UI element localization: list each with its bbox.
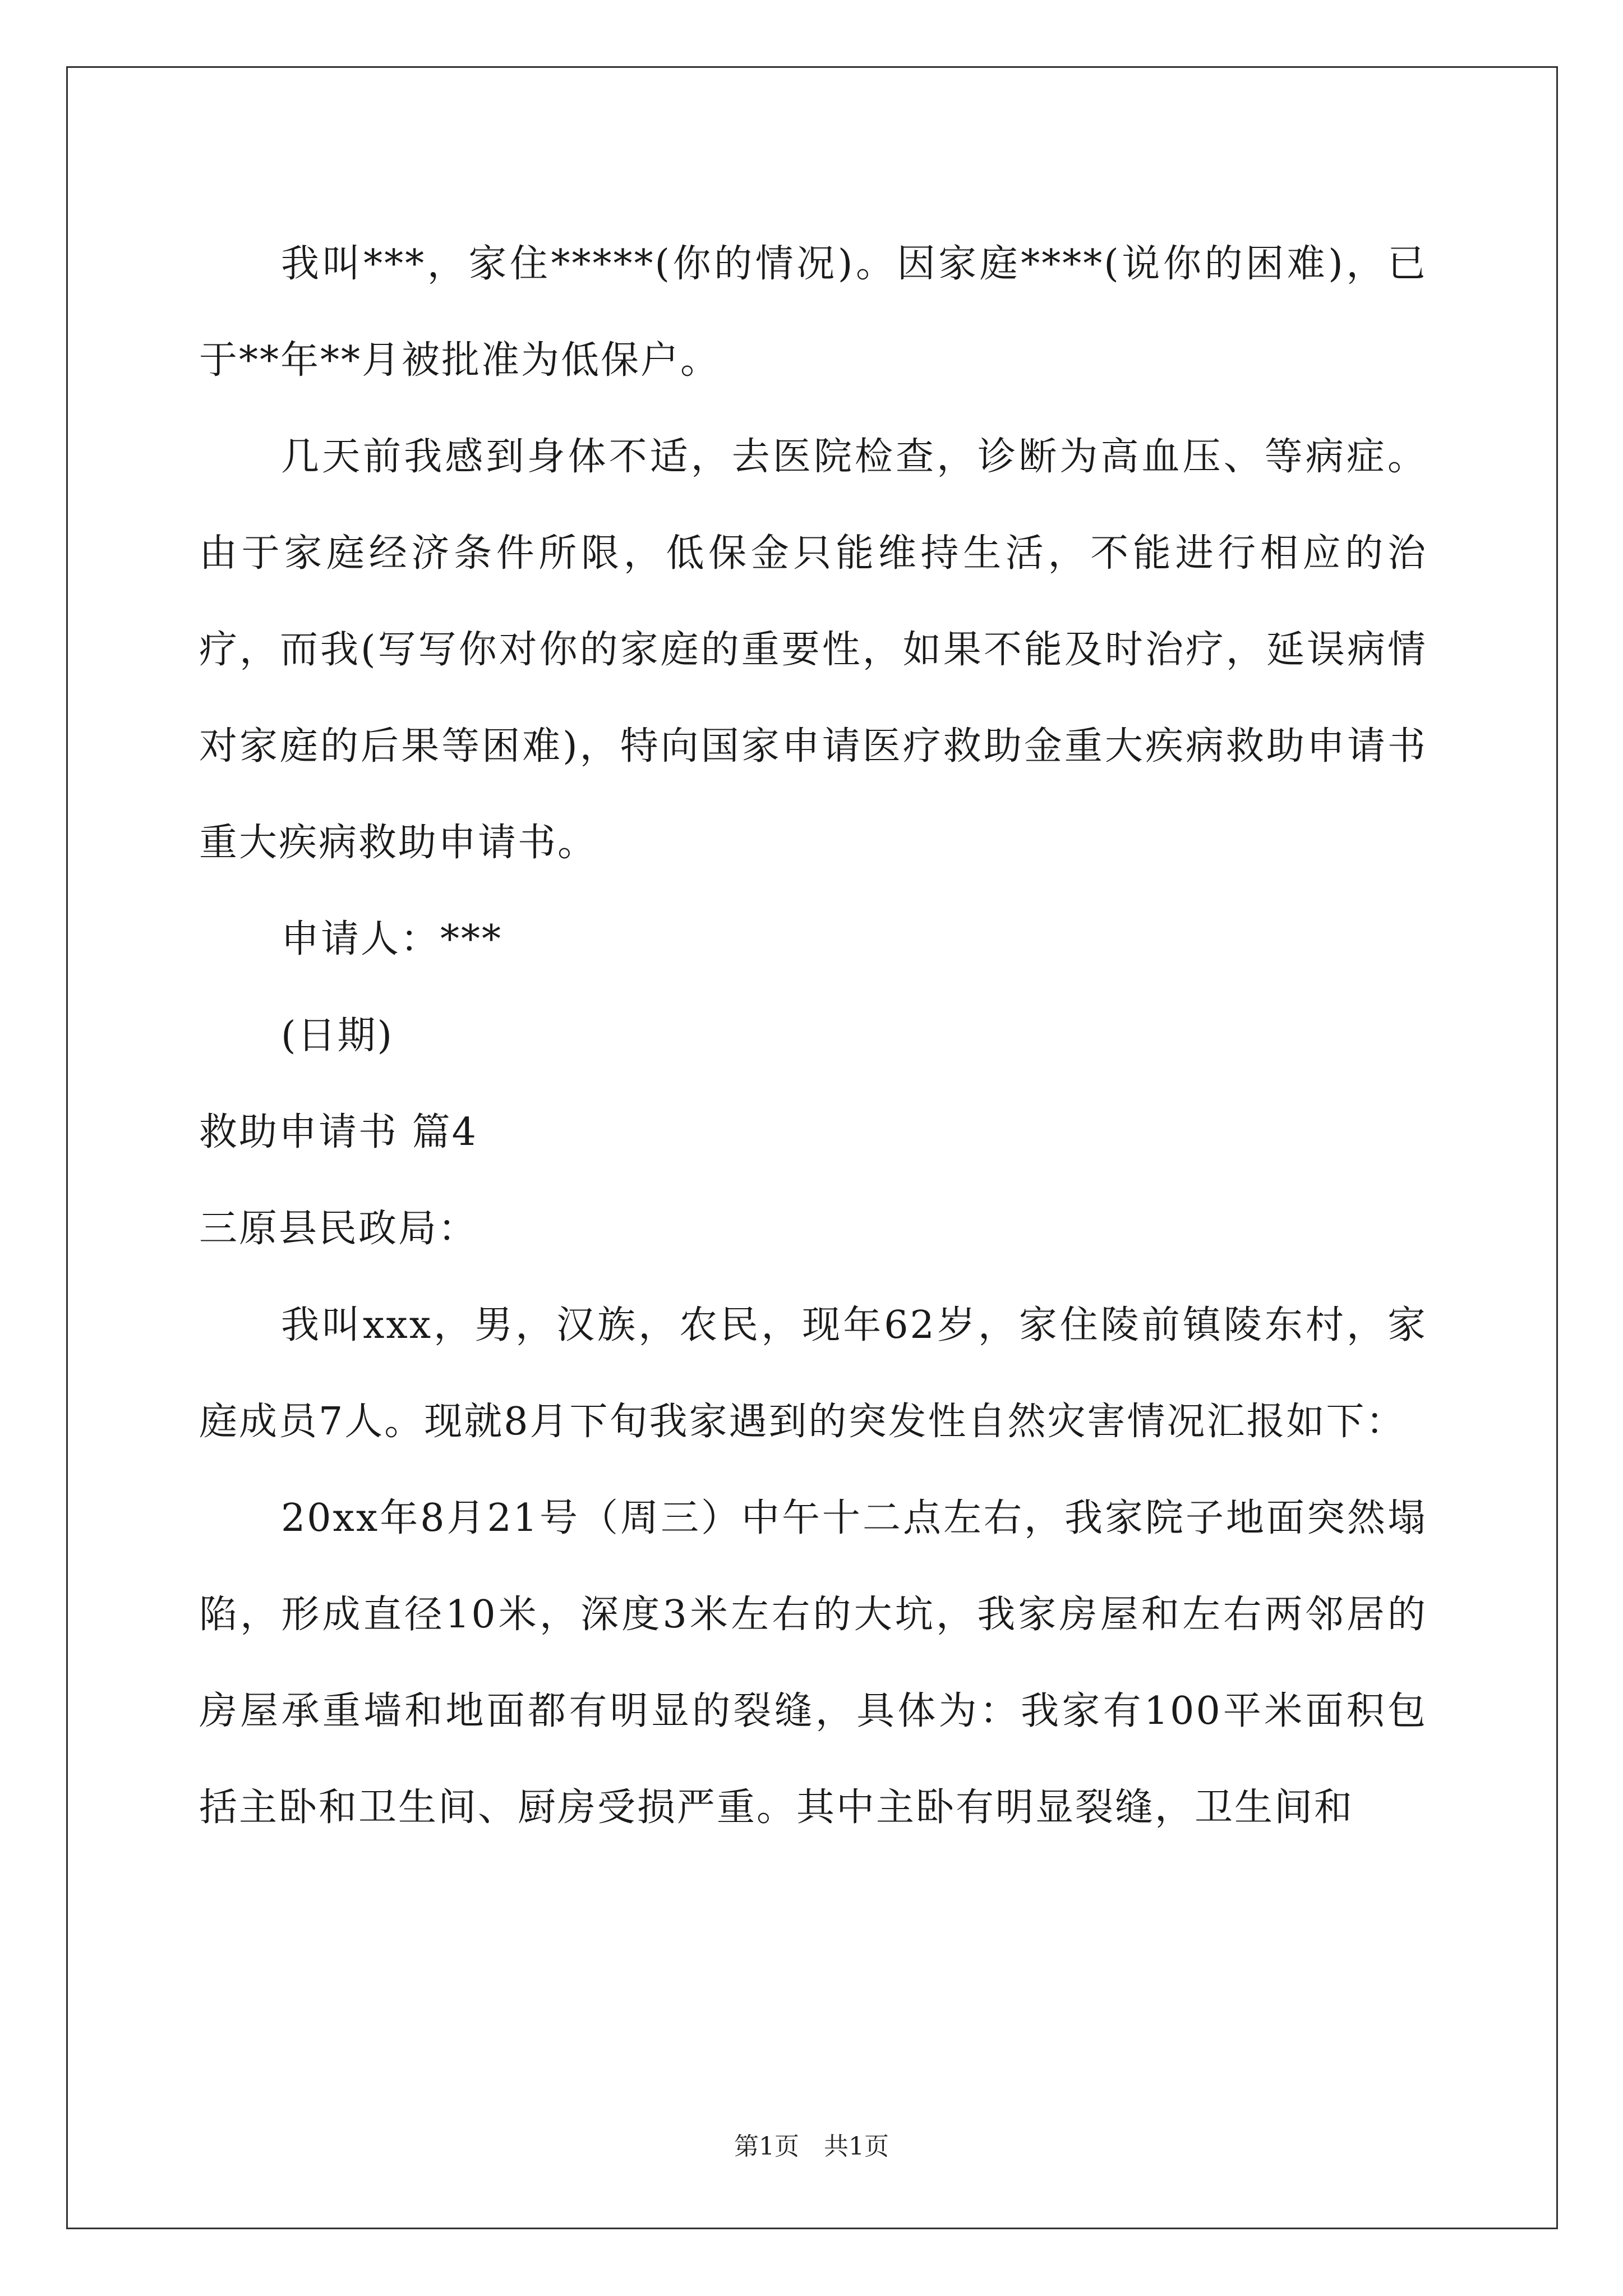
page-number-current: 第1页 [734,2132,799,2161]
paragraph-family-intro: 我叫xxx，男，汉族，农民，现年62岁，家住陵前镇陵东村，家庭成员7人。现就8月下旬我家遇到的突发性自然灾害情况汇报如下： [199,1303,1427,1444]
paragraph-addressee: 三原县民政局： [199,1207,478,1251]
paragraph-illness-description: 几天前我感到身体不适，去医院检查，诊断为高血压、等病症。由于家庭经济条件所限，低保金只能维持生活，不能进行相应的治疗，而我(写写你对你的家庭的重要性，如果不能及时治疗，延误病情对家庭的后果等困难)，特向国家申请医疗救助金重大疾病救助申请书重大疾病救助申请书。 [199,435,1427,865]
paragraph-disaster-details: 20xx年8月21号（周三）中午十二点左右，我家院子地面突然塌陷，形成直径10米，深度3米左右的大坑，我家房屋和左右两邻居的房屋承重墙和地面都有明显的裂缝，具体为：我家有100平米面积包括主卧和卫生间、厨房受损严重。其中主卧有明显裂缝，卫生间和 [199,1496,1427,1830]
page-number-total: 共1页 [824,2132,889,2161]
paragraph-applicant-intro: 我叫***，家住*****(你的情况)。因家庭****(说你的困难)，已于**年**月被批准为低保户。 [199,242,1427,383]
paragraph-date: (日期) [281,1014,394,1058]
section-heading: 救助申请书 篇4 [199,1110,478,1154]
page-footer [0,2126,1623,2162]
document-body [199,216,1427,1856]
paragraph-applicant-signature: 申请人：*** [281,917,503,961]
